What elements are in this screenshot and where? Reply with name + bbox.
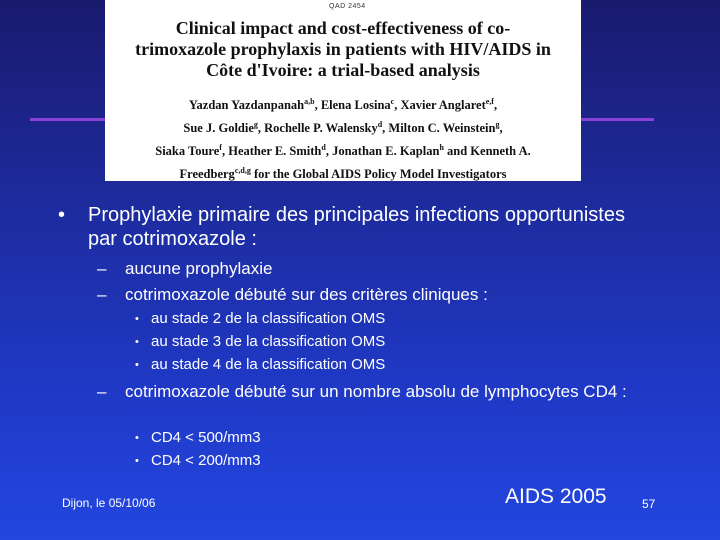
author-separator: ,: [493, 98, 498, 113]
paper-authors: [105, 92, 581, 185]
bullet-dot-icon: •: [135, 455, 139, 467]
stage-item-text: au stade 3 de la classification OMS: [151, 333, 386, 350]
author-name: Milton C. Weinstein: [388, 121, 496, 136]
author-affiliation: f: [219, 143, 222, 153]
author-affiliation: g: [253, 120, 258, 130]
author-separator: and Kenneth A.: [443, 144, 531, 159]
footer-date: Dijon, le 05/10/06: [62, 496, 156, 510]
paper-title-line: Côte d'Ivoire: a trial-based analysis: [206, 60, 480, 80]
bullet-dot-icon: •: [135, 359, 139, 371]
author-name: Jonathan E. Kaplan: [332, 144, 440, 159]
author-name: Rochelle P. Walensky: [264, 121, 378, 136]
author-affiliation: g: [495, 120, 500, 130]
bullet-dot-icon: •: [135, 336, 139, 348]
author-separator: ,: [382, 121, 389, 136]
stage-item-text: au stade 2 de la classification OMS: [151, 310, 386, 327]
author-affiliation: a,b: [304, 97, 315, 106]
authors-line: [105, 161, 581, 184]
author-affiliation: h: [439, 143, 444, 153]
footer-source: AIDS 2005: [505, 485, 607, 508]
paper-title-line: Clinical impact and cost-effectiveness of co-: [175, 18, 511, 38]
stage-item-text: au stade 4 de la classification OMS: [151, 356, 386, 373]
authors-line: [105, 138, 581, 161]
authors-line: [105, 92, 581, 115]
author-affiliation: c,d,g: [234, 166, 251, 176]
cd4-item-text: CD4 < 200/mm3: [151, 452, 261, 469]
author-affiliation: e,f: [485, 97, 494, 106]
bullet-dot-icon: •: [58, 204, 66, 226]
bullet-dot-icon: •: [135, 432, 139, 444]
author-name: Sue J. Goldie: [183, 121, 254, 136]
author-separator: ,: [221, 144, 229, 159]
cd4-item-text: CD4 < 500/mm3: [151, 429, 261, 446]
dash-icon: –: [97, 259, 107, 278]
author-affiliation: d: [377, 120, 383, 130]
author-separator: ,: [314, 98, 321, 113]
author-separator: ,: [394, 98, 401, 113]
sub-bullet-text: aucune prophylaxie: [125, 259, 273, 278]
dash-icon: –: [97, 285, 107, 304]
bullet-dot-icon: •: [135, 313, 139, 325]
sub-bullet-text: cotrimoxazole débuté sur un nombre absolu de lymphocytes CD4 :: [125, 382, 627, 401]
author-affiliation: c: [390, 97, 395, 106]
paper-title-line: trimoxazole prophylaxis in patients with HIV/AIDS in: [135, 39, 551, 59]
dash-icon: –: [97, 382, 107, 401]
author-separator: for the Global AIDS Policy Model Investigators: [250, 167, 507, 182]
page-number: 57: [642, 497, 656, 511]
author-name: Yazdan Yazdanpanah: [188, 98, 305, 113]
paper-header-image: [105, 0, 581, 181]
paper-reference-code: QAD 2454: [329, 3, 366, 10]
author-separator: ,: [257, 121, 265, 136]
bullet-main-text: Prophylaxie primaire des principales infections opportunistes par cotrimoxazole :: [88, 204, 625, 250]
author-separator: ,: [499, 121, 503, 136]
author-separator: ,: [325, 144, 333, 159]
authors-line: [105, 115, 581, 138]
author-name: Heather E. Smith: [228, 144, 322, 159]
author-name: Freedberg: [179, 167, 235, 182]
paper-title: [105, 18, 581, 81]
author-name: Elena Losina: [320, 98, 391, 113]
author-affiliation: d: [321, 143, 326, 153]
author-name: Xavier Anglaret: [400, 98, 486, 113]
author-name: Siaka Toure: [155, 144, 220, 159]
sub-bullet-text: cotrimoxazole débuté sur des critères cliniques :: [125, 285, 488, 304]
